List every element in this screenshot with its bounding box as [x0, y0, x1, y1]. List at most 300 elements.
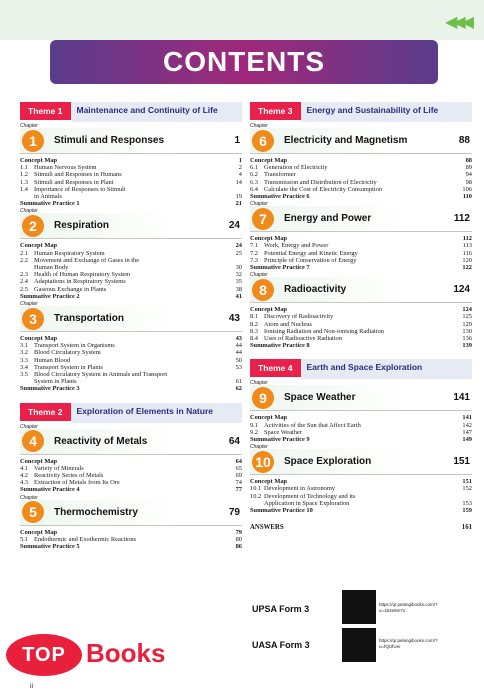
chapter-title: Radioactivity — [284, 284, 347, 296]
chapter-entries — [20, 529, 242, 551]
toc-row[interactable] — [250, 429, 472, 436]
logo-top-text: TOP — [6, 634, 82, 676]
section-title: Movement and Exchange of Gases in the — [34, 256, 140, 264]
chapter-heading[interactable] — [250, 201, 472, 232]
section-title: Blood Circulatory System in Animals and Transport — [34, 371, 168, 379]
section-number: 1.2 — [20, 171, 28, 179]
section-title: Transformer — [264, 171, 296, 179]
summary-row[interactable] — [250, 478, 472, 485]
section-page: 151 — [462, 478, 472, 486]
section-title: Atom and Nucleus — [264, 320, 312, 328]
summary-row[interactable] — [20, 293, 242, 300]
section-page: 142 — [462, 421, 472, 429]
section-page: 43 — [235, 335, 242, 343]
toc-row[interactable] — [20, 479, 242, 486]
chapter-title: Transportation — [54, 313, 125, 325]
section-number: 2.3 — [20, 271, 28, 279]
section-title: Importance of Responses to Stimuli — [34, 185, 126, 193]
section-title: Summative Practice 3 — [20, 385, 80, 393]
chapter-number-badge: 5 — [22, 501, 44, 523]
toc-row[interactable] — [20, 472, 242, 479]
toc-row[interactable] — [250, 500, 472, 507]
section-title: Summative Practice 6 — [250, 193, 310, 201]
chapter-title: Energy and Power — [284, 213, 372, 225]
section-number — [250, 500, 264, 507]
section-page: 61 — [235, 378, 242, 386]
theme-header — [20, 102, 242, 122]
section-number: 9.2 — [250, 428, 258, 436]
toc-row[interactable] — [20, 286, 242, 293]
section-title: Blood Circulatory System — [34, 349, 101, 357]
section-page: 125 — [462, 313, 472, 321]
section-title: Principle of Conservation of Energy — [264, 256, 357, 264]
theme-tag: Theme 1 — [20, 102, 71, 120]
section-title: Activities of the Sun that Affect Earth — [264, 421, 361, 429]
answers-page: 161 — [461, 524, 472, 532]
theme-tag: Theme 4 — [250, 359, 301, 377]
toc-row[interactable] — [250, 179, 472, 186]
corner-arrows-icon: ◀◀◀ — [445, 12, 470, 31]
section-number: 6.2 — [250, 171, 258, 179]
section-title: Variety of Minerals — [34, 464, 84, 472]
section-title: Potential Energy and Kinetic Energy — [264, 249, 358, 257]
section-page: 21 — [235, 200, 242, 208]
section-title: Transport System in Plants — [34, 363, 103, 371]
chapter-title: Thermochemistry — [54, 506, 138, 518]
section-title: Calculate the Cost of Electricity Consumption — [264, 185, 383, 193]
section-page: 25 — [235, 249, 242, 257]
section-title: Work, Energy and Power — [264, 242, 329, 250]
section-number: 4.3 — [20, 479, 28, 487]
chapter-heading[interactable] — [250, 380, 472, 411]
section-title: Concept Map — [250, 157, 288, 164]
section-page: 64 — [235, 457, 242, 465]
chapter-page: 64 — [228, 435, 240, 447]
section-page: 122 — [462, 264, 472, 272]
chapter-page: 79 — [228, 506, 240, 518]
section-title: Space Weather — [264, 428, 302, 436]
toc-row[interactable] — [20, 250, 242, 257]
section-title: Stimuli and Responses in Plant — [34, 178, 114, 186]
section-title: Summative Practice 2 — [20, 292, 80, 300]
section-page — [224, 371, 242, 378]
chapter-label: Chapter — [250, 272, 268, 279]
section-page: 88 — [465, 157, 472, 164]
chapter-number-badge: 6 — [252, 130, 274, 152]
toc-row[interactable] — [20, 364, 242, 371]
chapter-entries — [20, 157, 242, 207]
section-title: Summative Practice 4 — [20, 486, 80, 494]
upsa-qr-url[interactable]: https://qr.pelangibooks.com/?u=1b4e9m7x — [379, 602, 438, 613]
theme-header — [20, 403, 242, 423]
section-page: 19 — [235, 193, 242, 201]
section-number — [20, 264, 34, 271]
section-page — [224, 186, 242, 193]
summary-row[interactable] — [250, 157, 472, 164]
section-title: Concept Map — [250, 478, 288, 486]
section-page: 4 — [238, 171, 242, 179]
section-number: 8.2 — [250, 320, 258, 328]
chapter-entries — [250, 235, 472, 271]
chapter-page: 43 — [228, 313, 240, 325]
toc-row[interactable] — [250, 313, 472, 320]
section-page: 65 — [235, 464, 242, 472]
toc-row[interactable] — [20, 179, 242, 186]
section-title: Summative Practice 5 — [20, 543, 80, 551]
theme-title: Earth and Space Exploration — [301, 359, 473, 379]
page-title: CONTENTS — [50, 40, 438, 84]
upsa-label: UPSA Form 3 — [252, 604, 310, 614]
toc-row[interactable] — [250, 328, 472, 335]
summary-row[interactable] — [20, 458, 242, 465]
chapter-page: 112 — [453, 213, 470, 225]
toc-row[interactable] — [20, 257, 242, 264]
toc-row[interactable] — [250, 242, 472, 249]
toc-row[interactable] — [20, 465, 242, 472]
chapter-heading[interactable] — [250, 444, 472, 475]
upsa-qr-code[interactable] — [342, 590, 376, 624]
summary-row[interactable] — [250, 342, 472, 349]
chapter-number-badge: 10 — [252, 451, 274, 473]
section-page: 41 — [235, 292, 242, 300]
chapter-title: Stimuli and Responses — [54, 135, 165, 146]
section-title: Stimuli and Responses in Humans — [34, 171, 122, 179]
toc-row[interactable] — [250, 186, 472, 193]
chapter-title: Space Weather — [284, 392, 356, 404]
section-number: 1.4 — [20, 185, 28, 193]
section-page: 32 — [235, 271, 242, 279]
chapter-block — [250, 444, 472, 515]
toc-row[interactable] — [20, 342, 242, 349]
section-number: 2.2 — [20, 256, 28, 264]
chapter-entries — [20, 458, 242, 494]
page-number: ii — [30, 683, 34, 690]
section-title: Application in Space Exploration — [264, 499, 350, 507]
section-title: Summative Practice 9 — [250, 436, 310, 444]
section-title: Transmission and Distribution of Electricity — [264, 178, 377, 186]
section-page: 129 — [462, 320, 472, 328]
toc-row[interactable] — [250, 321, 472, 328]
chapter-label: Chapter — [250, 201, 268, 208]
section-title: Concept Map — [20, 528, 58, 536]
toc-row[interactable] — [250, 335, 472, 342]
chapter-title: Reactivity of Metals — [54, 435, 148, 447]
toc-row[interactable] — [20, 171, 242, 178]
chapter-number-badge: 7 — [252, 208, 274, 230]
section-title: Concept Map — [20, 242, 58, 250]
section-number: 2.4 — [20, 278, 28, 286]
chapter-page: 124 — [453, 284, 470, 296]
theme-title: Energy and Sustainability of Life — [301, 102, 473, 122]
chapter-heading[interactable] — [20, 301, 242, 332]
section-number: 3.4 — [20, 363, 28, 371]
section-title: Summative Practice 10 — [250, 507, 313, 515]
section-number: 6.3 — [250, 178, 258, 186]
section-title: Adaptations in Respiratory Systems — [34, 278, 126, 286]
section-page: 35 — [235, 278, 242, 286]
section-page: 44 — [235, 349, 242, 357]
chapter-block — [250, 201, 472, 272]
toc-row[interactable] — [250, 250, 472, 257]
topbooks-logo — [6, 634, 186, 676]
toc-row[interactable] — [20, 278, 242, 285]
section-title: Discovery of Radioactivity — [264, 313, 334, 321]
theme-header — [250, 102, 472, 122]
section-title: System in Plants — [34, 378, 77, 386]
chapter-heading[interactable] — [20, 123, 242, 154]
section-title: Development in Astronomy — [264, 485, 335, 493]
section-title: Concept Map — [20, 457, 58, 465]
section-page: 53 — [235, 363, 242, 371]
section-number: 5.1 — [20, 535, 28, 543]
summary-row[interactable] — [250, 507, 472, 514]
section-number: 7.3 — [250, 256, 258, 264]
section-page: 116 — [462, 249, 472, 257]
section-number: 6.1 — [250, 164, 258, 172]
section-number: 3.5 — [20, 371, 28, 379]
right-column — [250, 102, 472, 531]
section-title: Concept Map — [250, 306, 288, 314]
section-number: 4.1 — [20, 464, 28, 472]
chapter-page: 1 — [234, 135, 240, 146]
chapter-number-badge: 1 — [22, 130, 44, 152]
chapter-heading[interactable] — [20, 208, 242, 239]
section-page: 149 — [462, 436, 472, 444]
section-page: 147 — [462, 428, 472, 436]
summary-row[interactable] — [20, 385, 242, 392]
toc-row[interactable] — [20, 271, 242, 278]
toc-row[interactable] — [250, 171, 472, 178]
section-page: 24 — [235, 242, 242, 250]
section-page: 38 — [235, 285, 242, 293]
section-page: 30 — [235, 264, 242, 272]
section-number: 7.1 — [250, 242, 258, 250]
section-title: Human Blood — [34, 356, 71, 364]
theme-header — [250, 359, 472, 379]
section-number: 6.4 — [250, 185, 258, 193]
chapter-block — [250, 272, 472, 350]
chapter-page: 88 — [458, 135, 470, 146]
summary-row[interactable] — [250, 264, 472, 271]
chapter-entries — [250, 157, 472, 200]
section-title: Human Nervous System — [34, 164, 97, 172]
chapter-label: Chapter — [20, 123, 38, 129]
top-band — [0, 0, 484, 40]
section-title: Uses of Radioactive Radiation — [264, 335, 342, 343]
chapter-title: Space Exploration — [284, 456, 372, 468]
chapter-heading[interactable] — [20, 423, 242, 455]
toc-row[interactable] — [250, 422, 472, 429]
theme-title: Maintenance and Continuity of Life — [71, 102, 243, 122]
chapter-number-badge: 2 — [22, 215, 44, 237]
section-page: 112 — [462, 235, 472, 243]
answers-label: ANSWERS — [250, 524, 284, 532]
chapter-page: 151 — [453, 456, 470, 468]
section-title: Gaseous Exchange in Plants — [34, 285, 107, 293]
toc-row[interactable] — [20, 164, 242, 171]
section-number: 3.3 — [20, 356, 28, 364]
section-title: Summative Practice 8 — [250, 342, 310, 350]
toc-row[interactable] — [20, 349, 242, 356]
toc-row[interactable] — [20, 264, 242, 271]
section-number: 8.1 — [250, 313, 258, 321]
section-number — [20, 378, 34, 385]
section-page: 159 — [462, 507, 472, 515]
section-number: 8.3 — [250, 327, 258, 335]
section-number — [20, 193, 34, 200]
chapter-entries — [20, 335, 242, 393]
chapter-entries — [250, 414, 472, 443]
answers-row[interactable] — [250, 524, 472, 531]
chapter-block — [20, 301, 242, 393]
chapter-block — [20, 208, 242, 300]
section-title: Concept Map — [250, 414, 288, 422]
section-page: 44 — [235, 342, 242, 350]
section-title: Human Respiratory System — [34, 249, 105, 257]
chapter-block — [250, 380, 472, 444]
section-number: 1.3 — [20, 178, 28, 186]
section-page: 2 — [238, 164, 242, 172]
uasa-label: UASA Form 3 — [252, 640, 310, 650]
summary-row[interactable] — [20, 543, 242, 550]
section-page: 74 — [235, 479, 242, 487]
chapter-title: Respiration — [54, 220, 110, 232]
section-title: Extraction of Metals from Its Ore — [34, 479, 120, 487]
section-title: Summative Practice 7 — [250, 264, 310, 272]
section-page: 120 — [462, 256, 472, 264]
section-page: 14 — [235, 178, 242, 186]
chapter-heading[interactable] — [250, 123, 472, 154]
toc-row[interactable] — [250, 493, 472, 500]
section-title: Ionising Radiation and Non-ionising Radiation — [264, 327, 384, 335]
section-title: Concept Map — [20, 157, 58, 164]
chapter-label: Chapter — [250, 123, 268, 129]
section-title: Transport System in Organisms — [34, 342, 115, 350]
chapter-label: Chapter — [20, 494, 38, 501]
section-page: 139 — [462, 342, 472, 350]
section-page: 153 — [462, 499, 472, 507]
section-page: 106 — [462, 185, 472, 193]
section-page: 94 — [465, 171, 472, 179]
section-title: Development of Technology and its — [264, 492, 356, 500]
chapter-page: 141 — [453, 392, 470, 404]
section-number: 10.2 — [250, 492, 262, 500]
section-page: 152 — [462, 485, 472, 493]
uasa-qr-code[interactable] — [342, 628, 376, 662]
chapter-entries — [250, 478, 472, 514]
theme-tag: Theme 2 — [20, 403, 71, 421]
toc-row[interactable] — [20, 186, 242, 193]
summary-row[interactable] — [20, 529, 242, 536]
section-number: 3.2 — [20, 349, 28, 357]
chapter-label: Chapter — [250, 444, 268, 451]
chapter-heading[interactable] — [250, 272, 472, 303]
section-page: 130 — [462, 327, 472, 335]
section-title: in Animals — [34, 193, 62, 201]
summary-row[interactable] — [20, 200, 242, 207]
chapter-number-badge: 3 — [22, 308, 44, 330]
toc-row[interactable] — [20, 536, 242, 543]
section-page: 110 — [462, 193, 472, 201]
section-page — [224, 257, 242, 264]
toc-row[interactable] — [250, 485, 472, 492]
chapter-label: Chapter — [250, 380, 268, 387]
chapter-entries — [250, 306, 472, 349]
theme-tag: Theme 3 — [250, 102, 301, 120]
section-page: 50 — [235, 356, 242, 364]
section-page: 62 — [235, 385, 242, 393]
uasa-qr-url[interactable]: https://qr.pelangibooks.com/?u=fQUfUei — [379, 638, 438, 649]
toc-row[interactable] — [20, 193, 242, 200]
section-number: 7.2 — [250, 249, 258, 257]
summary-row[interactable] — [250, 414, 472, 421]
section-page: 1 — [238, 157, 242, 164]
section-number: 2.1 — [20, 249, 28, 257]
section-title: Human Body — [34, 264, 69, 272]
section-title: Endothermic and Exothermic Reactions — [34, 535, 137, 543]
summary-row[interactable] — [250, 193, 472, 200]
chapter-title: Electricity and Magnetism — [284, 135, 408, 146]
section-number: 3.1 — [20, 342, 28, 350]
section-page — [454, 493, 472, 500]
summary-row[interactable] — [20, 486, 242, 493]
summary-row[interactable] — [250, 436, 472, 443]
section-page: 124 — [462, 306, 472, 314]
section-page: 141 — [462, 414, 472, 422]
summary-row[interactable] — [20, 335, 242, 342]
section-page: 89 — [465, 164, 472, 172]
summary-row[interactable] — [20, 242, 242, 249]
section-number: 1.1 — [20, 164, 28, 172]
summary-row[interactable] — [250, 235, 472, 242]
left-column — [20, 102, 242, 550]
chapter-number-badge: 4 — [22, 430, 44, 452]
section-page: 80 — [235, 535, 242, 543]
section-page: 79 — [235, 528, 242, 536]
chapter-block — [20, 494, 242, 551]
section-number: 9.1 — [250, 421, 258, 429]
section-page: 113 — [462, 242, 472, 250]
section-number: 8.4 — [250, 335, 258, 343]
section-number: 4.2 — [20, 472, 28, 480]
toc-row[interactable] — [250, 164, 472, 171]
toc-row[interactable] — [20, 378, 242, 385]
section-title: Summative Practice 1 — [20, 200, 80, 208]
section-number: 10.1 — [250, 485, 262, 493]
chapter-heading[interactable] — [20, 494, 242, 526]
chapter-block — [20, 423, 242, 494]
section-title: Concept Map — [20, 335, 58, 343]
section-number: 2.5 — [20, 285, 28, 293]
summary-row[interactable] — [250, 306, 472, 313]
section-title: Generation of Electricity — [264, 164, 328, 172]
chapter-label: Chapter — [20, 423, 38, 430]
chapter-entries — [20, 242, 242, 300]
section-title: Health of Human Respiratory System — [34, 271, 131, 279]
chapter-number-badge: 9 — [252, 387, 274, 409]
logo-books-text: Books — [86, 638, 166, 668]
toc-row[interactable] — [20, 357, 242, 364]
toc-row[interactable] — [20, 371, 242, 378]
chapter-block — [20, 123, 242, 208]
toc-row[interactable] — [250, 257, 472, 264]
section-page: 98 — [465, 178, 472, 186]
section-page: 77 — [235, 486, 242, 494]
chapter-page: 24 — [228, 220, 240, 232]
chapter-number-badge: 8 — [252, 279, 274, 301]
section-page: 136 — [462, 335, 472, 343]
summary-row[interactable] — [20, 157, 242, 164]
